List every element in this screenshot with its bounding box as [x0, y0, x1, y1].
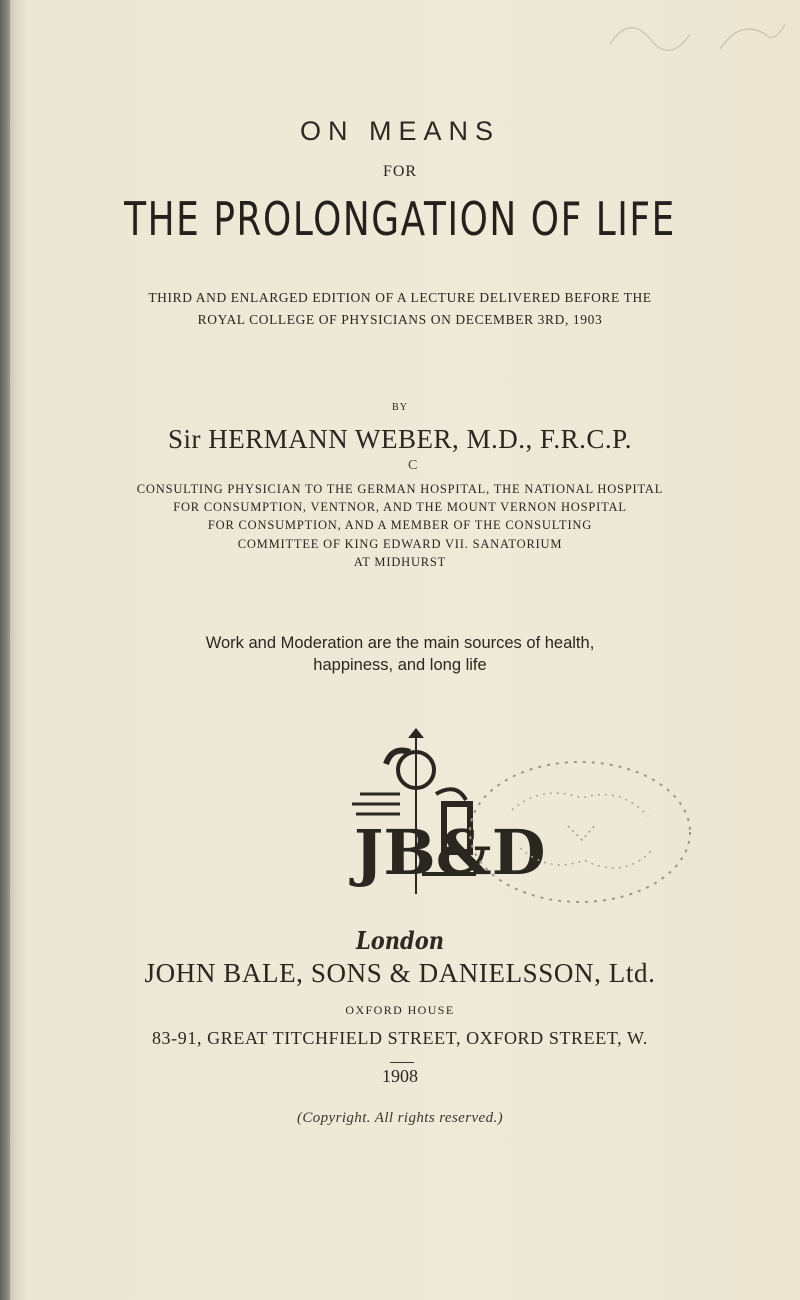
edition-line-1: THIRD AND ENLARGED EDITION OF A LECTURE DELIVERED BEFORE THE	[148, 290, 652, 305]
edition-line-2: ROYAL COLLEGE OF PHYSICIANS ON DECEMBER 3RD, 1903	[197, 312, 603, 327]
pre-title-for: FOR	[382, 163, 418, 180]
publisher-address: 83-91, GREAT TITCHFIELD STREET, OXFORD STREET, W.	[151, 1028, 649, 1048]
spine-shadow	[0, 0, 10, 1300]
publication-year: 1908	[382, 1066, 418, 1086]
publisher-name: JOHN BALE, SONS & DANIELSSON, Ltd.	[144, 958, 656, 988]
author-credentials	[80, 480, 720, 571]
motto-line-1: Work and Moderation are the main sources of health,	[205, 634, 595, 652]
library-stamp	[460, 756, 700, 906]
credentials-line-1: CONSULTING PHYSICIAN TO THE GERMAN HOSPITAL, THE NATIONAL HOSPITAL	[136, 482, 664, 496]
author-name: Sir HERMANN WEBER, M.D., F.R.C.P.	[168, 424, 632, 454]
by-label: BY	[392, 402, 408, 413]
pre-title: ON MEANS	[299, 116, 501, 146]
author-mark: C	[408, 458, 418, 473]
pencil-marks	[600, 4, 795, 64]
monogram-letters: JB&D	[354, 816, 546, 889]
motto	[180, 632, 620, 676]
divider	[390, 1062, 414, 1063]
credentials-line-2: FOR CONSUMPTION, VENTNOR, AND THE MOUNT VERNON HOSPITAL	[173, 500, 627, 515]
motto-line-2: happiness, and long life	[313, 656, 487, 674]
credentials-line-3: FOR CONSUMPTION, AND A MEMBER OF THE CONSULTING	[207, 518, 593, 533]
credentials-line-4: COMMITTEE OF KING EDWARD VII. SANATORIUM	[237, 536, 563, 551]
edition-statement	[60, 287, 740, 331]
publication-place: London	[356, 926, 444, 955]
copyright-notice: (Copyright. All rights reserved.)	[296, 1110, 504, 1126]
credentials-line-5: AT MIDHURST	[353, 554, 447, 569]
publisher-house: OXFORD HOUSE	[345, 1003, 455, 1017]
book-title: THE PROLONGATION OF LIFE	[124, 192, 676, 246]
